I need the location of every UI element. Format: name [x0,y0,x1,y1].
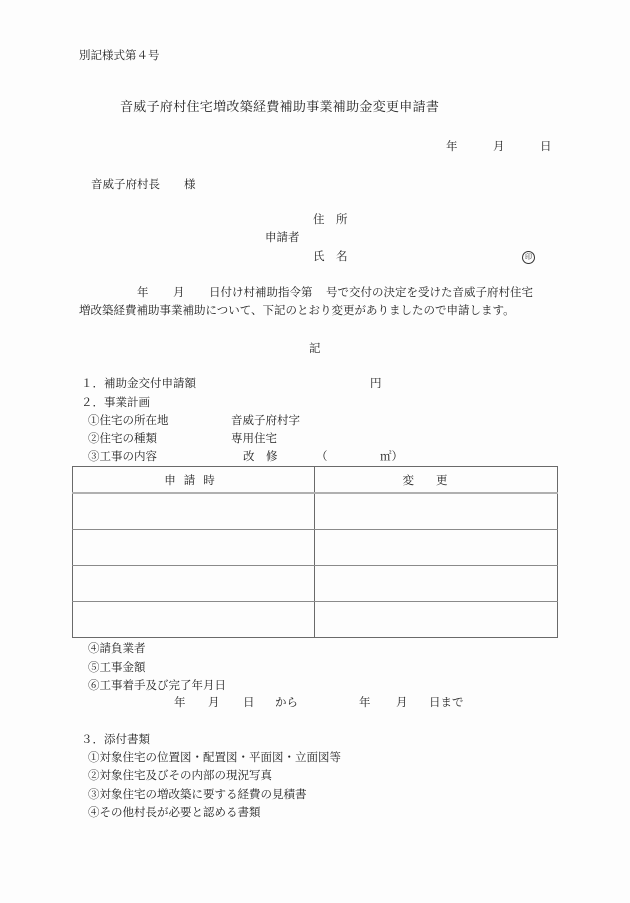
item-work-paren: （ [316,449,328,463]
seal-mark [522,250,535,264]
body-line1-rest: 号で交付の決定を受けた音威子府村住宅 [326,285,533,299]
period-start-day: 日 [243,695,255,709]
body-directive: 日付け村補助指令第 [209,285,313,299]
item-work-value: 改 修 [243,449,278,463]
cell-application-1[interactable] [73,493,315,530]
cell-application-3[interactable] [73,566,315,602]
date-month: 月 [493,139,505,153]
cell-change-4[interactable] [315,602,558,638]
item-type-value: 専用住宅 [231,431,277,445]
table-row [73,566,558,602]
period-start-month: 月 [208,695,220,709]
item-contractor-label: ④請負業者 [88,641,146,655]
cell-change-3[interactable] [315,566,558,602]
item-location-label: ①住宅の所在地 [88,413,169,427]
addressee-name: 音威子府村長 [91,177,160,191]
cell-application-2[interactable] [73,530,315,566]
document-title: 音威子府村住宅増改築経費補助事業補助金変更申請書 [120,100,440,115]
header-at-application: 申請時 [73,467,315,494]
attachment-item: ④その他村長が必要と認める書類 [88,805,261,819]
section1-label: １．補助金交付申請額 [81,376,196,390]
date-year: 年 [446,139,458,153]
cell-application-4[interactable] [73,602,315,638]
table-row [73,530,558,566]
period-end-until: 日まで [429,695,464,709]
item-type-label: ②住宅の種類 [88,431,157,445]
item-location-value: 音威子府村字 [231,413,300,427]
date-day: 日 [540,139,552,153]
address-label: 住 所 [313,212,348,226]
table-row [73,602,558,638]
section1-unit: 円 [370,376,382,390]
cell-change-2[interactable] [315,530,558,566]
form-number: 別記様式第４号 [79,48,160,62]
section3-label: ３．添付書類 [81,732,150,746]
name-label: 氏 名 [313,249,348,263]
attachment-item: ②対象住宅及びその内部の現況写真 [88,768,272,782]
period-from: から [275,695,298,709]
table-row [73,493,558,530]
attachment-item: ①対象住宅の位置図・配置図・平面図・立面図等 [88,750,341,764]
period-end-month: 月 [396,695,408,709]
body-year: 年 [137,285,149,299]
header-change: 変更 [315,467,558,494]
item-work-unit: ㎡） [380,449,403,463]
body-line2: 増改築経費補助事業補助について、下記のとおり変更がありましたので申請します。 [79,303,515,317]
item-period-label: ⑥工事着手及び完了年月日 [88,678,226,692]
section2-label: ２．事業計画 [81,395,150,409]
ki-heading: 記 [309,341,321,355]
applicant-label: 申請者 [265,230,300,244]
addressee-honorific: 様 [184,177,196,191]
change-table [72,466,558,638]
period-start-year: 年 [174,695,186,709]
attachment-item: ③対象住宅の増改築に要する経費の見積書 [88,787,307,801]
cell-change-1[interactable] [315,493,558,530]
item-work-label: ③工事の内容 [88,449,157,463]
period-end-year: 年 [359,695,371,709]
seal-icon: 印 [522,251,535,264]
body-month: 月 [173,285,185,299]
item-cost-label: ⑤工事金額 [88,660,146,674]
